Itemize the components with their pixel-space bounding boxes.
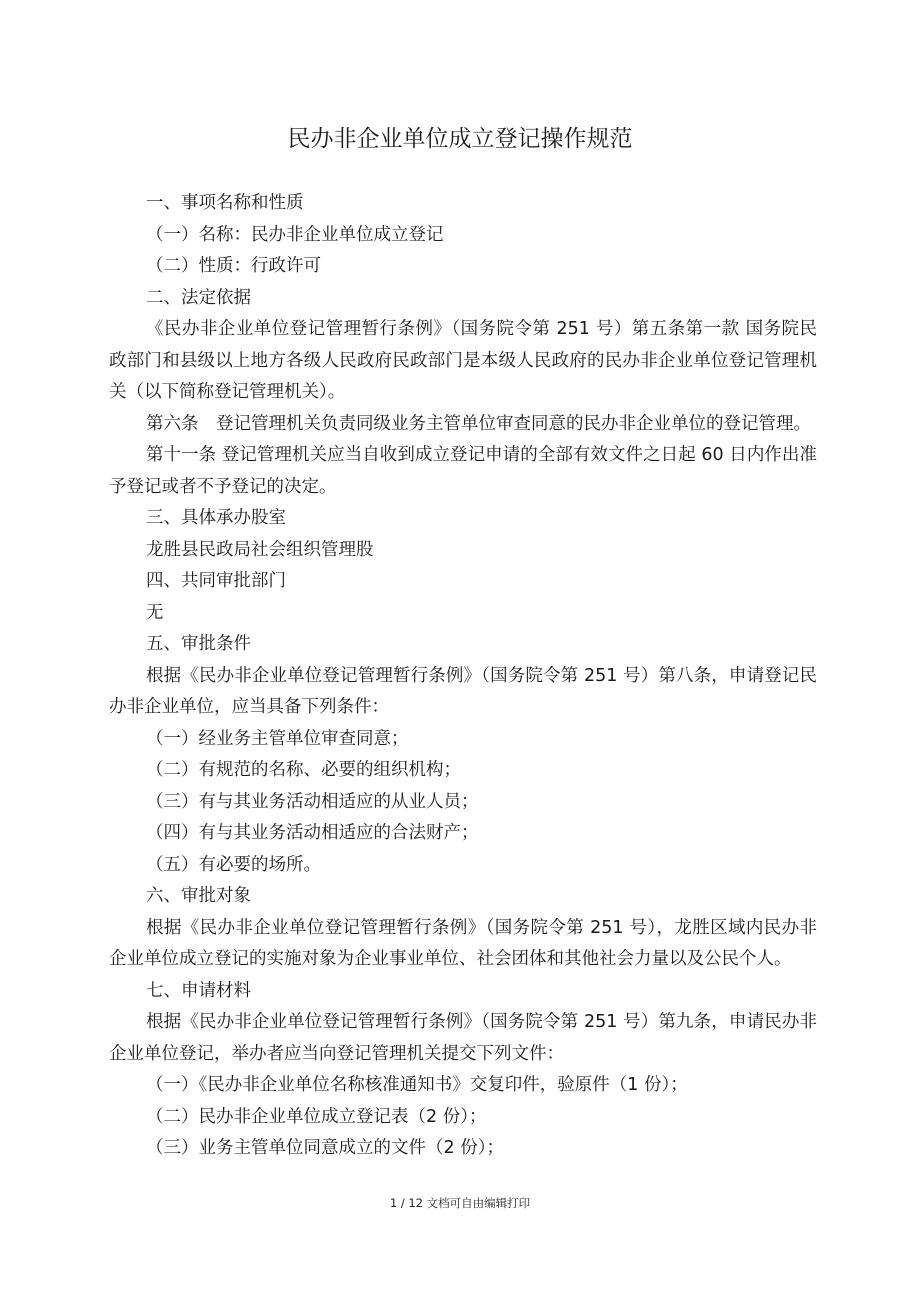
- document-body: [109, 188, 817, 1165]
- list-item: （一）经业务主管单位审查同意；: [146, 728, 409, 749]
- list-item: （二）性质：行政许可: [146, 256, 321, 276]
- body-paragraph: 第六条 登记管理机关负责同级业务主管单位审查同意的民办非企业单位的登记管理。: [146, 413, 811, 434]
- body-paragraph: 根据《民办非企业单位登记管理暂行条例》（国务院令第 251 号）第九条，申请民办非企业单位登记，举办者应当向登记管理机关提交下列文件：: [109, 1012, 817, 1064]
- body-paragraph: 第十一条 登记管理机关应当自收到成立登记申请的全部有效文件之日起 60 日内作出准予登记或者不予登记的决定。: [109, 445, 817, 497]
- body-paragraph: 《民办非企业单位登记管理暂行条例》（国务院令第 251 号）第五条第一款 国务院民政部门和县级以上地方各级人民政府民政部门是本级人民政府的民办非企业单位登记管理机关（以下简称登记管理机关）。: [109, 319, 817, 402]
- list-item: （一）名称：民办非企业单位成立登记: [146, 224, 444, 245]
- section-heading-5: 五、审批条件: [146, 634, 251, 654]
- list-item: （四）有与其业务活动相适应的合法财产；: [146, 823, 479, 843]
- section-heading-2: 二、法定依据: [146, 287, 251, 308]
- section-heading-4: 四、共同审批部门: [146, 571, 286, 591]
- section-heading-7: 七、申请材料: [146, 980, 251, 1001]
- document-title: 民办非企业单位成立登记操作规范: [287, 126, 633, 152]
- list-item: （三）有与其业务活动相适应的从业人员；: [146, 791, 479, 812]
- list-item: （二）民办非企业单位成立登记表（2 份）；: [146, 1106, 487, 1127]
- section-heading-6: 六、审批对象: [146, 886, 251, 906]
- body-paragraph: 根据《民办非企业单位登记管理暂行条例》（国务院令第 251 号）第八条，申请登记民办非企业单位，应当具备下列条件：: [109, 665, 817, 717]
- list-item: （一）《民办非企业单位名称核准通知书》交复印件，验原件（1 份）；: [146, 1075, 688, 1095]
- list-item: （五）有必要的场所。: [146, 854, 321, 875]
- section-heading-3: 三、具体承办股室: [146, 508, 286, 528]
- list-item: （三）业务主管单位同意成立的文件（2 份）；: [146, 1138, 504, 1158]
- list-item: （二）有规范的名称、必要的组织机构；: [146, 760, 461, 780]
- body-paragraph: 龙胜县民政局社会组织管理股: [146, 539, 374, 560]
- section-heading-1: 一、事项名称和性质: [146, 193, 304, 213]
- page-footer: 1 / 12 文档可自由编辑打印: [389, 1196, 531, 1210]
- body-paragraph: 根据《民办非企业单位登记管理暂行条例》（国务院令第 251 号），龙胜区域内民办非企业单位成立登记的实施对象为企业事业单位、社会团体和其他社会力量以及公民个人。: [109, 917, 817, 969]
- body-paragraph: 无: [146, 602, 164, 623]
